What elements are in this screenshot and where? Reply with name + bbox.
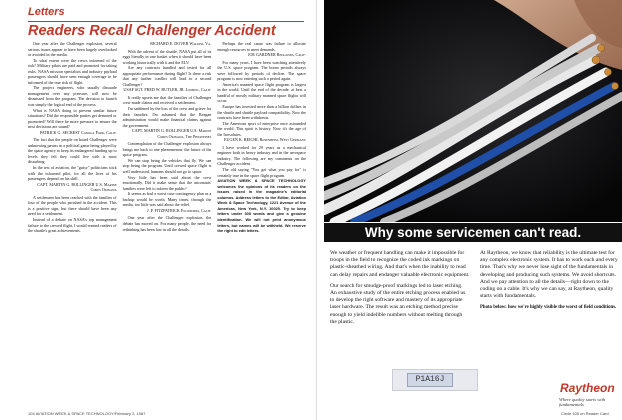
ad-paragraph: At Raytheon, we know that reliability is the ultimate test for any complex electronic system. It has to work each and every time. That's why we never lose sight of the fundamentals in developing and producing such systems. We avoid shortcuts. And we pay attention to all the details—right down to the coding on a cable. It's why we can say, at Raytheon, quality starts with fundamentals. [480,250,618,300]
letter-paragraph: The project engineers, who usually dissuade management over any pressure, will now be dismissed from the program. The decision to launch was simply the logical end of the process. [28,85,117,108]
letter-paragraph: America's manned space flight program is largest in the world. Until the end of the decade, at best a handful of mostly military manned space flights will occur. [217,81,306,104]
ad-paragraph: We weather or frequent handling can make it impossible for troops in the field to recognize the coded ink markings on plastic-sheathed wiring. And that's when the inability to read can delay repairs and endanger valuable electronic equipment. [330,250,470,278]
letter-paragraph: The fact that the people on board Challenger were unknowing pawns in a political game being played by the space agency to keep its endangered funding up to levels they felt they could live with is most disturbing. [28,137,117,165]
letter-signature: CAPT. MARTIN G. ROLLINGER U.S. Marine Corps Okinawa, The Philippines [131,128,212,139]
letter-paragraph: I have worked for 29 years as a mechanical engineer both in heavy industry and in the aerospace industry. The following are my comments on the Challenger accident. [217,144,306,167]
page-headline: Readers Recall Challenger Accident [28,23,276,39]
ad-caption: Photo below: how we're highly visible the worst of field conditions. [480,305,617,311]
ad-paragraph: Our search for smudge-proof markings led to laser etching. An exhaustive study of the entire etching process enabled us to develop the right software and mastery of its appropriate laser hardware. The result was an etching method precise enough to yield indelible numbers without melting through the plastic. [330,282,466,325]
letters-columns [28,41,306,409]
letter-paragraph: Perhaps the real cause was failure to allocate enough resources to meet demands. [217,41,306,52]
raytheon-ad [324,0,622,420]
letter-paragraph: In the test of aviation, the "gutsy" politicians stick with the informed pilot, for all the lives of his passengers depend on his skill. [28,165,117,182]
cable-tag-image [392,369,478,391]
letter-paragraph: Instead of a debate on NASA's top management failure to the crewed flight, I would remind readers of the shuttle's great achievements. [28,216,117,234]
letter-paragraph: We can stop being the vehicles that fly. We can stop being the program. Until crewed space flight is well understood, humans should not go to space. [122,157,212,175]
letter-paragraph: What is NASA doing to prevent similar future situations? Did the responsible parties get demoted or promoted? Will there be more pressure to ensure the next decisions are sound? [28,107,117,130]
letter-signature: PATRICK G. SECREST Canoga Park, Calif. [39,129,117,135]
reader-card-note: Circle 105 on Reader Card [561,411,609,416]
letter-paragraph: One year after the Challenger explosion, several serious issues appear to have been largely overlooked or avoided in the media. [28,41,117,58]
letter-paragraph: Contemplation of the Challenger explosion always brings me back to one phenomenon: the future of the space program. [122,141,212,158]
section-label: Letters [28,6,65,18]
wire-bundle-illustration [324,0,622,222]
letter-paragraph: It seems as bad a worst case contingency plan as a backup would be worth. Many times, through the media, too little was said about the relief. [122,191,212,208]
letter-paragraph: A settlement has been reached with the families of four of the people who perished in the accident. This is a positive sign, but there should have been any need for a settlement. [28,194,117,217]
letter-paragraph: Very little has been said about the crew emotionally. Did it make sense that the astronauts' families were left to inform the public? [122,174,212,191]
letter-signature: J. P. FITZPATRICK Escondido, Calif. [146,207,212,213]
ad-body [330,250,620,326]
letter-signature: USAF SGT. FRED W. BUTLER, JR. Lompoc, Calif. [123,87,212,93]
letter-paragraph: To what extent were the crews informed of the risk? Military pilots are paid and promoted for taking risks. NASA mission specialists and industry payload passengers should have seen enough coverage to be informed of the true risk of flight. [28,57,117,85]
letter-paragraph: Europe has invested more than a billion dollars in the shuttle and shuttle payload compatibility. Now the contracts have been withdrawn. [217,104,306,121]
letter-paragraph: I'm saddened by the loss of the crew and grieve for their families. I'm ashamed that the Reagan administration would make financial claims against the government. [122,106,212,128]
page-folio: 104 AVIATION WEEK & SPACE TECHNOLOGY/February 2, 1987 [28,411,146,416]
gutter-divider [316,0,317,420]
letter-signature: RICHARD E. DOVER Walker, Va. [150,41,212,46]
letter-paragraph: For many years, I have been watching attentively the U.S. space program. The boom periods always were followed by periods of decline. The space program is now entering such a period again. [217,59,306,82]
cable-tag-code: P1A16J [407,373,453,387]
ad-headline: Why some servicemen can't read. [324,223,622,242]
letter-paragraph: The old saying "You get what you pay for" is certainly true in the space flight program. [217,167,306,178]
letter-paragraph: Are any contracts handled and tested for all appropriate performance during flight? Is there a risk that any further conflict will lead to a second Challenger? [122,65,212,87]
letter-paragraph: One year after the Challenger explosion, the debate has moved on. For many people, the need for rethinking has been lost in all the details. [122,215,212,232]
brand-logo: Raytheon [560,381,615,395]
section-rule [28,21,304,22]
editor-note: AVIATION WEEK & SPACE TECHNOLOGY welcomes the opinions of its readers on the issues raised in the magazine's editorial columns. Address letters to the Editor, Aviation Week & Space Technology, 1221 Avenue of the Americas, New York, N.Y. 10020. Try to keep letters under 300 words and give a genuine identification. We will not print anonymous letters, but names will be withheld. We reserve the right to edit letters. [217,178,306,234]
letter-signature: CAPT. MARTIN G. ROLLINGER U.S. Marine Corps Okinawa [37,181,117,193]
brand-slogan: Where quality starts with fundamentals [559,397,606,407]
letter-signature: EUGEN K. REICHL Rosenheim, West Germany [224,137,306,143]
letter-paragraph: It really upsets me that the families of Challenger crew made claims and received a settlement. [122,94,212,106]
letter-paragraph: With the advent of the shuttle, NASA put all of its eggs literally in one basket when it should have been working historically with it and the ELV. [122,48,212,65]
letter-signature: JOE GARDNER Redlands, Calif. [247,52,306,58]
wire-bundle-photo [324,0,622,222]
letter-paragraph: The American sport of enterprise once astounded the world. This spirit is history. Now it's the age of the Irresolutes. [217,120,306,137]
